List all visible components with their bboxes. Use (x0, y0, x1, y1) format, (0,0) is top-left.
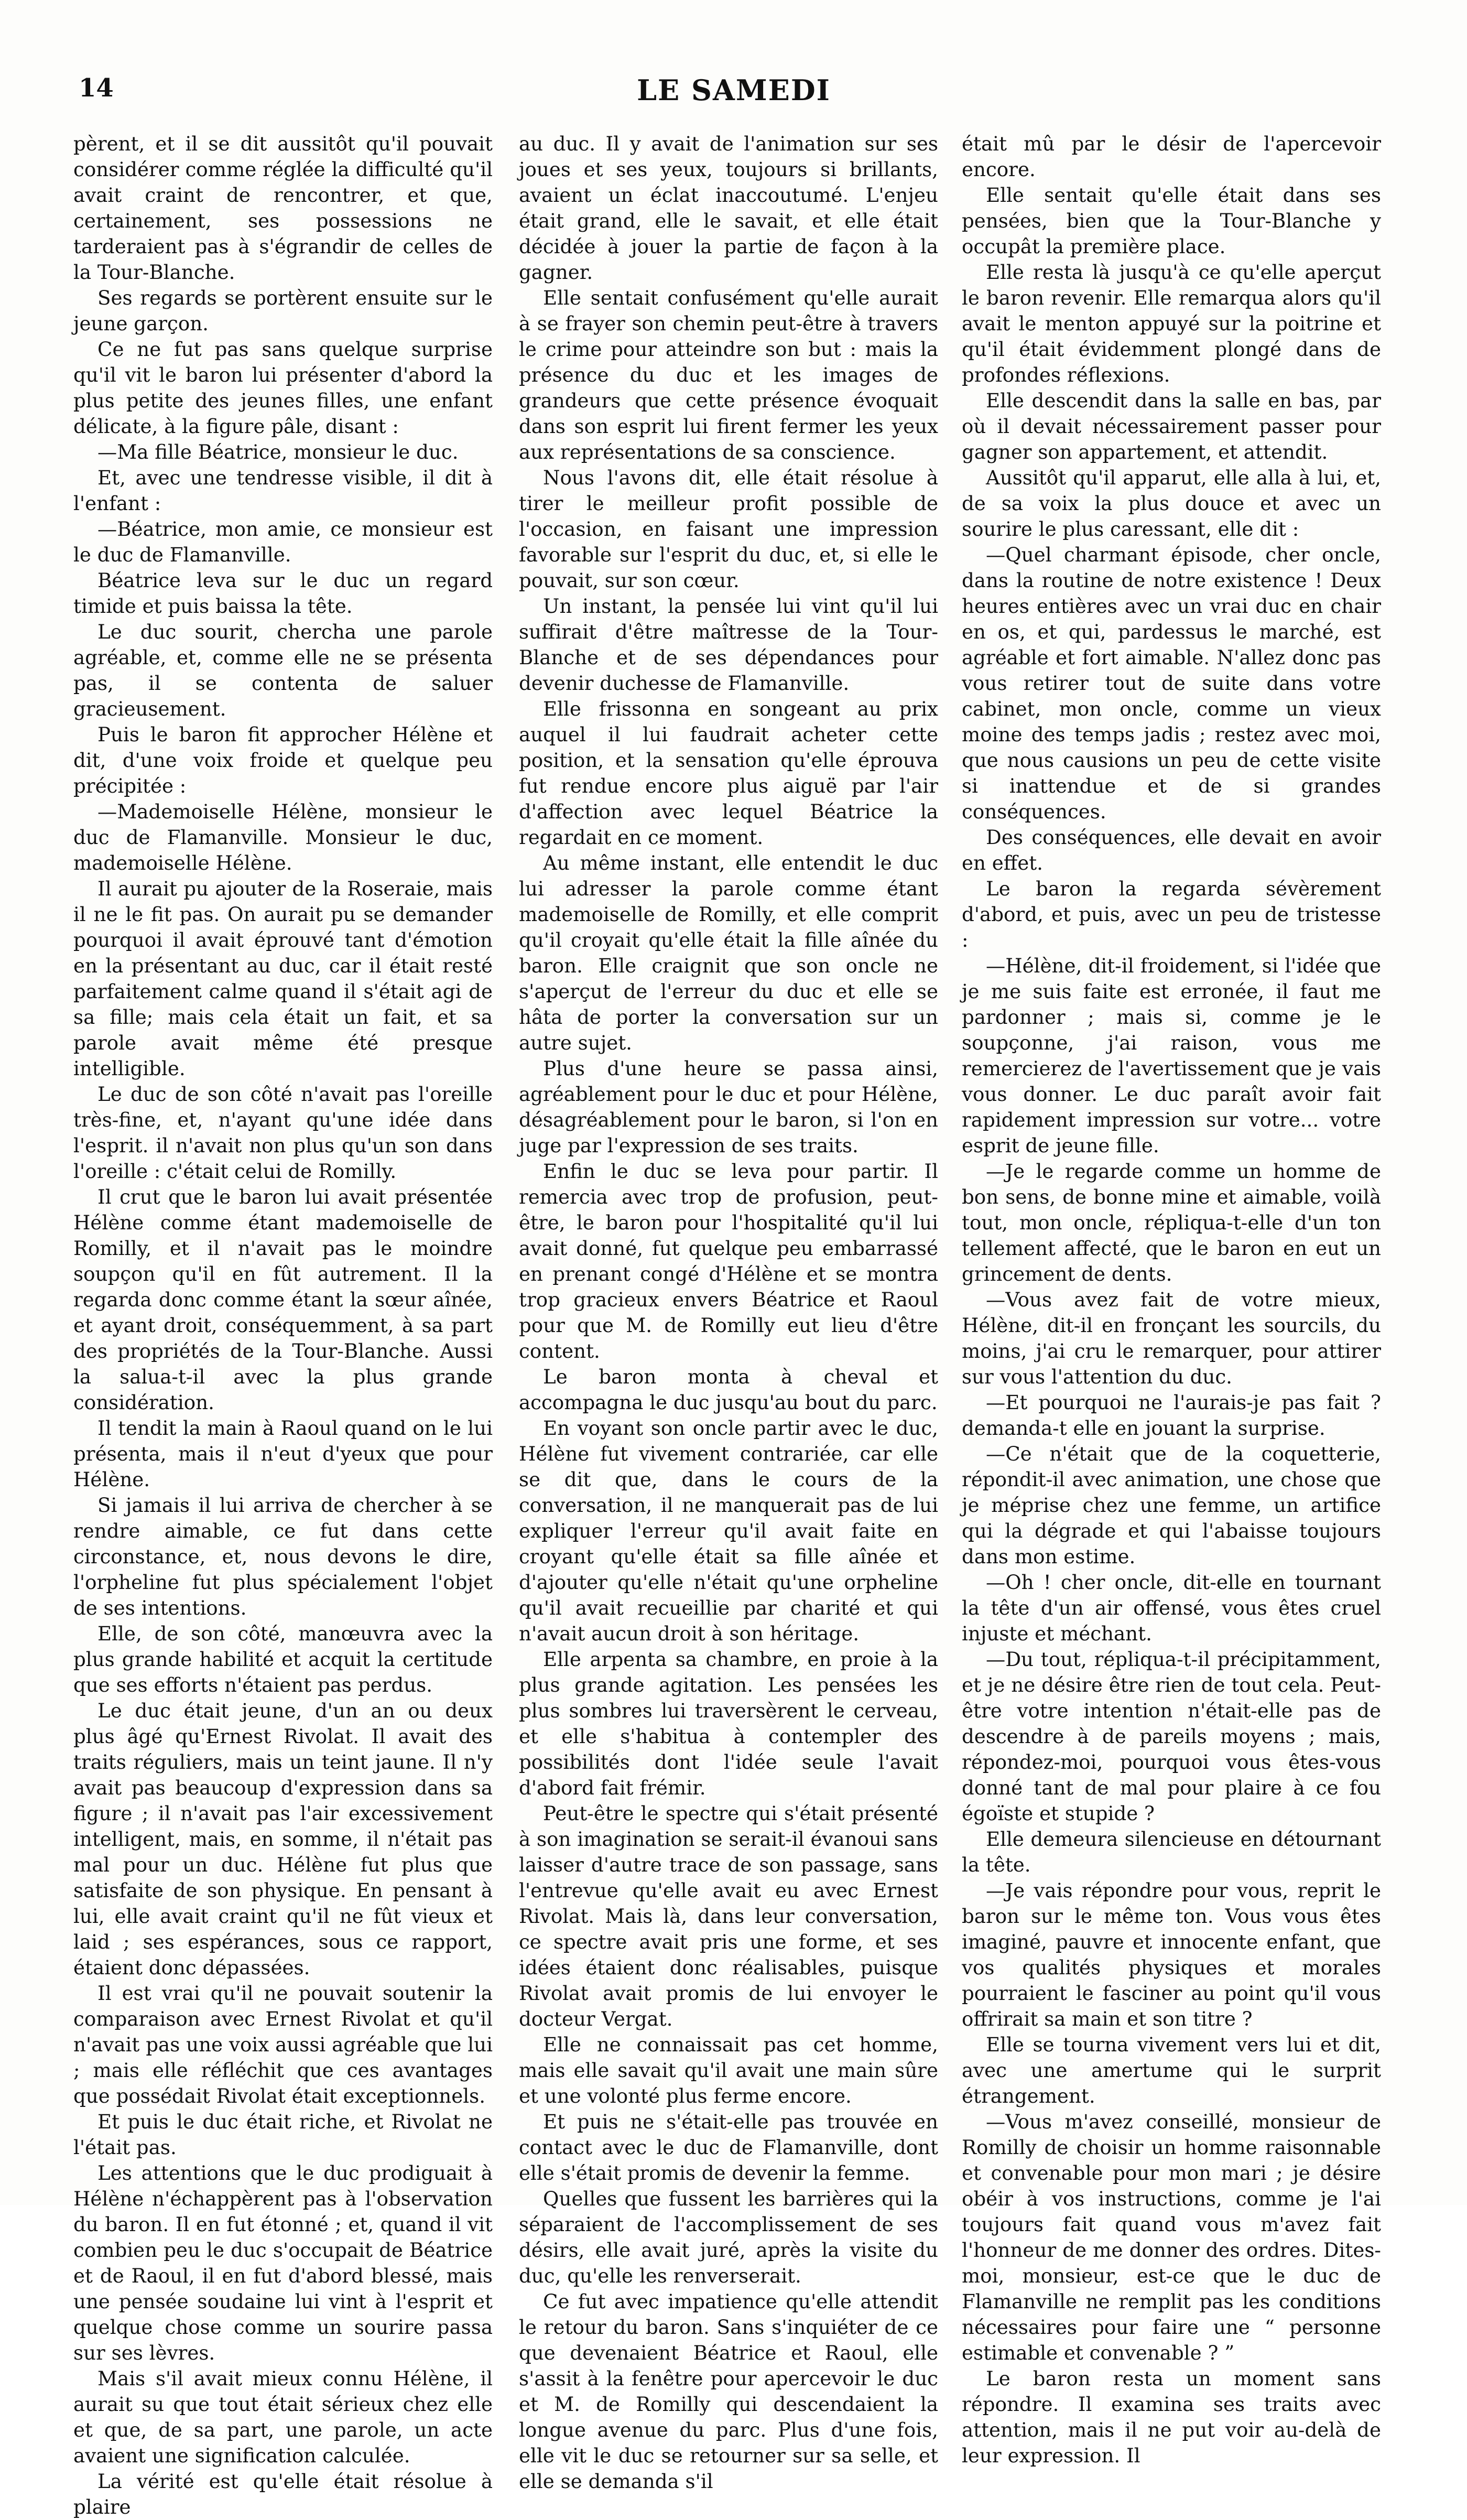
paragraph: Ce fut avec impatience qu'elle attendit le retour du baron. Sans s'inquiéter de ce que devenaient Béatrice et Raoul, elle s'assit à la fenêtre pour apercevoir le duc et M. de Romilly qui descendaient la longue avenue du parc. Plus d'une fois, elle vit le duc se retourner sur sa selle, et elle se demanda s'il (519, 2290, 938, 2493)
paragraph: Nous l'avons dit, elle était résolue à tirer le meilleur profit possible de l'occasion, en faisant une impression favorable sur l'esprit du duc, et, si elle le pouvait, sur son cœur. (519, 466, 938, 592)
paragraph: au duc. Il y avait de l'animation sur ses joues et ses yeux, toujours si brillants, avaient un éclat inaccoutumé. L'enjeu était grand, elle le savait, et elle était décidée à jouer la partie de façon à la gagner. (519, 132, 938, 284)
paragraph: Elle arpenta sa chambre, en proie à la plus grande agitation. Les pensées les plus sombres lui traversèrent le cerveau, et elle s'habitua à contempler des possibilités dont l'idée seule l'avait d'abord fait frémir. (519, 1648, 938, 1799)
paragraph: Au même instant, elle entendit le duc lui adresser la parole comme étant mademoiselle de Romilly, et elle comprit qu'il croyait qu'elle était la fille aînée du baron. Elle craignit que son oncle ne s'aperçut de l'erreur du duc et elle se hâta de porter la conversation sur un autre sujet. (519, 851, 938, 1054)
paragraph: Le baron monta à cheval et accompagna le duc jusqu'au bout du parc. (519, 1365, 938, 1414)
paragraph: Elle, de son côté, manœuvra avec la plus grande habilité et acquit la certitude que ses efforts n'étaient pas perdus. (73, 1622, 493, 1696)
paragraph: Les attentions que le duc prodiguait à Hélène n'échappèrent pas à l'observation du baron. Il en fut étonné ; et, quand il vit combien peu le duc s'occupait de Béatrice et de Raoul, il en fut d'abord blessé, mais une pensée soudaine lui vint à l'esprit et quelque chose comme un sourire passa sur ses lèvres. (73, 2161, 493, 2364)
paragraph: —Mademoiselle Hélène, monsieur le duc de Flamanville. Monsieur le duc, mademoiselle Hélène. (73, 800, 493, 874)
paragraph: Et puis ne s'était-elle pas trouvée en contact avec le duc de Flamanville, dont elle s'était promis de devenir la femme. (519, 2110, 938, 2184)
paragraph: Si jamais il lui arriva de chercher à se rendre aimable, ce fut dans cette circonstance, et, nous devons le dire, l'orpheline fut plus spécialement l'objet de ses intentions. (73, 1494, 493, 1619)
paragraph: Elle ne connaissait pas cet homme, mais elle savait qu'il avait une main sûre et une volonté plus ferme encore. (519, 2033, 938, 2107)
paragraph: Elle frissonna en songeant au prix auquel il lui faudrait acheter cette position, et la sensation qu'elle éprouva fut rendue encore plus aiguë par l'air d'affection avec lequel Béatrice la regardait en ce moment. (519, 697, 938, 849)
paragraph: —Et pourquoi ne l'aurais-je pas fait ? demanda-t elle en jouant la surprise. (962, 1391, 1381, 1440)
paragraph: Plus d'une heure se passa ainsi, agréablement pour le duc et pour Hélène, désagréablement pour le baron, si l'on en juge par l'expression de ses traits. (519, 1057, 938, 1157)
paragraph: Il tendit la main à Raoul quand on le lui présenta, mais il n'eut d'yeux que pour Hélène. (73, 1416, 493, 1491)
paragraph: Le duc était jeune, d'un an ou deux plus âgé qu'Ernest Rivolat. Il avait des traits réguliers, mais un teint jaune. Il n'y avait pas beaucoup d'expression dans sa figure ; il n'avait pas l'air excessivement intelligent, mais, en somme, il n'était pas mal pour un duc. Hélène fut plus que satisfaite de son physique. En pensant à lui, elle avait craint qu'il ne fût vieux et laid ; ses espérances, sous ce rapport, étaient donc dépassées. (73, 1699, 493, 1979)
paragraph: Elle sentait confusément qu'elle aurait à se frayer son chemin peut-être à travers le crime pour atteindre son but : mais la présence du duc et les images de grandeurs que cette présence évoquait dans son esprit lui firent fermer les yeux aux représentations de sa conscience. (519, 286, 938, 463)
paragraph: Ce ne fut pas sans quelque surprise qu'il vit le baron lui présenter d'abord la plus petite des jeunes filles, une enfant délicate, à la figure pâle, disant : (73, 338, 493, 438)
text-column-1 (73, 131, 493, 2518)
paragraph: Il crut que le baron lui avait présentée Hélène comme étant mademoiselle de Romilly, et il n'avait pas le moindre soupçon qu'il en fût autrement. Il la regarda donc comme étant la sœur aînée, et ayant droit, conséquemment, à sa part des propriétés de la Tour-Blanche. Aussi la salua-t-il avec la plus grande considération. (73, 1185, 493, 1414)
journal-title: LE SAMEDI (637, 73, 831, 107)
paragraph: Ses regards se portèrent ensuite sur le jeune garçon. (73, 286, 493, 335)
paragraph: Il aurait pu ajouter de la Roseraie, mais il ne le fit pas. On aurait pu se demander pourquoi il avait éprouvé tant d'émotion en la présentant au duc, car il était resté parfaitement calme quand il s'était agi de sa fille; mais cela était un fait, et sa parole avait même été presque intelligible. (73, 877, 493, 1080)
paragraph: Béatrice leva sur le duc un regard timide et puis baissa la tête. (73, 569, 493, 618)
paragraph: Peut-être le spectre qui s'était présenté à son imagination se serait-il évanoui sans laisser d'autre trace de son passage, sans l'entrevue qu'elle avait eu avec Ernest Rivolat. Mais là, dans leur conversation, ce spectre avait pris une forme, et ses idées étaient donc réalisables, puisque Rivolat avait promis de lui envoyer le docteur Vergat. (519, 1802, 938, 2030)
paragraph: pèrent, et il se dit aussitôt qu'il pouvait considérer comme réglée la difficulté qu'il avait craint de rencontrer, et que, certainement, ses possessions ne tarderaient pas à s'égrandir de celles de la Tour-Blanche. (73, 132, 493, 284)
paragraph: Le baron resta un moment sans répondre. Il examina ses traits avec attention, mais il ne put voir au-delà de leur expression. Il (962, 2367, 1381, 2467)
paragraph: Et, avec une tendresse visible, il dit à l'enfant : (73, 466, 493, 515)
paragraph: Mais s'il avait mieux connu Hélène, il aurait su que tout était sérieux chez elle et que, de sa part, une parole, un acte avaient une signification calculée. (73, 2367, 493, 2467)
page-header (79, 73, 1389, 115)
paragraph: —Hélène, dit-il froidement, si l'idée que je me suis faite est erronée, il faut me pardonner ; mais si, comme je le soupçonne, j'ai raison, vous me remercierez de l'avertissement que je vais vous donner. Le duc paraît avoir fait rapidement impression sur votre... votre esprit de jeune fille. (962, 954, 1381, 1157)
paragraph: —Je vais répondre pour vous, reprit le baron sur le même ton. Vous vous êtes imaginé, pauvre et innocente enfant, que vos qualités physiques et morales pourraient le fasciner au point qu'il vous offrirait sa main et son titre ? (962, 1879, 1381, 2030)
paragraph: —Je le regarde comme un homme de bon sens, de bonne mine et aimable, voilà tout, mon oncle, répliqua-t-elle d'un ton tellement affecté, que le baron en eut un grincement de dents. (962, 1160, 1381, 1285)
paragraph: Quelles que fussent les barrières qui la séparaient de l'accomplissement de ses désirs, elle avait juré, après la visite du duc, qu'elle les renverserait. (519, 2187, 938, 2287)
paragraph: Elle demeura silencieuse en détournant la tête. (962, 1827, 1381, 1876)
paragraph: —Béatrice, mon amie, ce monsieur est le duc de Flamanville. (73, 517, 493, 566)
paragraph: —Vous m'avez conseillé, monsieur de Romilly de choisir un homme raisonnable et convenable pour mon mari ; je désire obéir à vos instructions, comme je l'ai toujours fait quand vous m'avez fait l'honneur de me donner des ordres. Dites-moi, monsieur, est-ce que le duc de Flamanville ne remplit pas les conditions nécessaires pour faire une “ personne estimable et convenable ? ” (962, 2110, 1381, 2364)
text-column-2 (519, 131, 938, 2493)
paragraph: Enfin le duc se leva pour partir. Il remercia avec trop de profusion, peut-être, le baron pour l'hospitalité qu'il lui avait donné, fut quelque peu embarrassé en prenant congé d'Hélène et se montra trop gracieux envers Béatrice et Raoul pour que M. de Romilly eut lieu d'être content. (519, 1160, 938, 1362)
paragraph: —Du tout, répliqua-t-il précipitamment, et je ne désire être rien de tout cela. Peut-être votre intention n'était-elle pas de descendre à de pareils moyens ; mais, répondez-moi, pourquoi vous êtes-vous donné tant de mal pour plaire à ce fou égoïste et stupide ? (962, 1648, 1381, 1825)
paragraph: —Ce n'était que de la coquetterie, répondit-il avec animation, une chose que je méprise chez une femme, un artifice qui la dégrade et qui l'abaisse toujours dans mon estime. (962, 1442, 1381, 1568)
paragraph: Et puis le duc était riche, et Rivolat ne l'était pas. (73, 2110, 493, 2159)
paragraph: —Vous avez fait de votre mieux, Hélène, dit-il en fronçant les sourcils, du moins, j'ai cru le remarquer, pour attirer sur vous l'attention du duc. (962, 1288, 1381, 1388)
paragraph: —Oh ! cher oncle, dit-elle en tournant la tête d'un air offensé, vous êtes cruel injuste et méchant. (962, 1571, 1381, 1645)
paragraph: —Ma fille Béatrice, monsieur le duc. (97, 440, 459, 463)
paragraph: était mû par le désir de l'apercevoir encore. (962, 132, 1381, 181)
paragraph: Elle sentait qu'elle était dans ses pensées, bien que la Tour-Blanche y occupât la première place. (962, 183, 1381, 258)
paragraph: Elle descendit dans la salle en bas, par où il devait nécessairement passer pour gagner son appartement, et attendit. (962, 389, 1381, 463)
paragraph: En voyant son oncle partir avec le duc, Hélène fut vivement contrariée, car elle se dit que, dans le cours de la conversation, il ne manquerait pas de lui expliquer l'erreur qu'il avait faite en croyant qu'elle était sa fille aînée et d'ajouter qu'elle n'était qu'une orpheline qu'il avait recueillie par charité et qui n'avait aucun droit à son héritage. (519, 1416, 938, 1645)
paragraph: Des conséquences, elle devait en avoir en effet. (962, 826, 1381, 874)
paragraph: Elle se tourna vivement vers lui et dit, avec une amertume qui le surprit étrangement. (962, 2033, 1381, 2107)
paragraph: Puis le baron fit approcher Hélène et dit, d'une voix froide et quelque peu précipitée : (73, 723, 493, 797)
paragraph: Le baron la regarda sévèrement d'abord, et puis, avec un peu de tristesse : (962, 877, 1381, 951)
text-column-3 (962, 131, 1381, 2467)
paragraph: Le duc de son côté n'avait pas l'oreille très-fine, et, n'ayant qu'une idée dans l'esprit. il n'avait non plus qu'un son dans l'oreille : c'était celui de Romilly. (73, 1083, 493, 1183)
paragraph: Un instant, la pensée lui vint qu'il lui suffirait d'être maîtresse de la Tour-Blanche et de ses dépendances pour devenir duchesse de Flamanville. (519, 594, 938, 695)
paragraph: Le duc sourit, chercha une parole agréable, et, comme elle ne se présenta pas, il se contenta de saluer gracieusement. (73, 620, 493, 720)
paragraph: —Quel charmant épisode, cher oncle, dans la routine de notre existence ! Deux heures entières avec un vrai duc en chair en os, et qui, pardessus le marché, est agréable et fort aimable. N'allez donc pas vous retirer tout de suite dans votre cabinet, mon oncle, comme un vieux moine des temps jadis ; restez avec moi, que nous causions un peu de cette visite si inattendue et de si grandes conséquences. (962, 543, 1381, 823)
page-number: 14 (79, 73, 114, 103)
paragraph: La vérité est qu'elle était résolue à plaire (73, 2470, 493, 2518)
paragraph: Aussitôt qu'il apparut, elle alla à lui, et, de sa voix la plus douce et avec un sourire le plus caressant, elle dit : (962, 466, 1381, 540)
paragraph: Elle resta là jusqu'à ce qu'elle aperçut le baron revenir. Elle remarqua alors qu'il avait le menton appuyé sur la poitrine et qu'il était évidemment plongé dans de profondes réflexions. (962, 261, 1381, 386)
paragraph: Il est vrai qu'il ne pouvait soutenir la comparaison avec Ernest Rivolat et qu'il n'avait pas une voix aussi agréable que lui ; mais elle réfléchit que ces avantages que possédait Rivolat était exceptionnels. (73, 1982, 493, 2107)
